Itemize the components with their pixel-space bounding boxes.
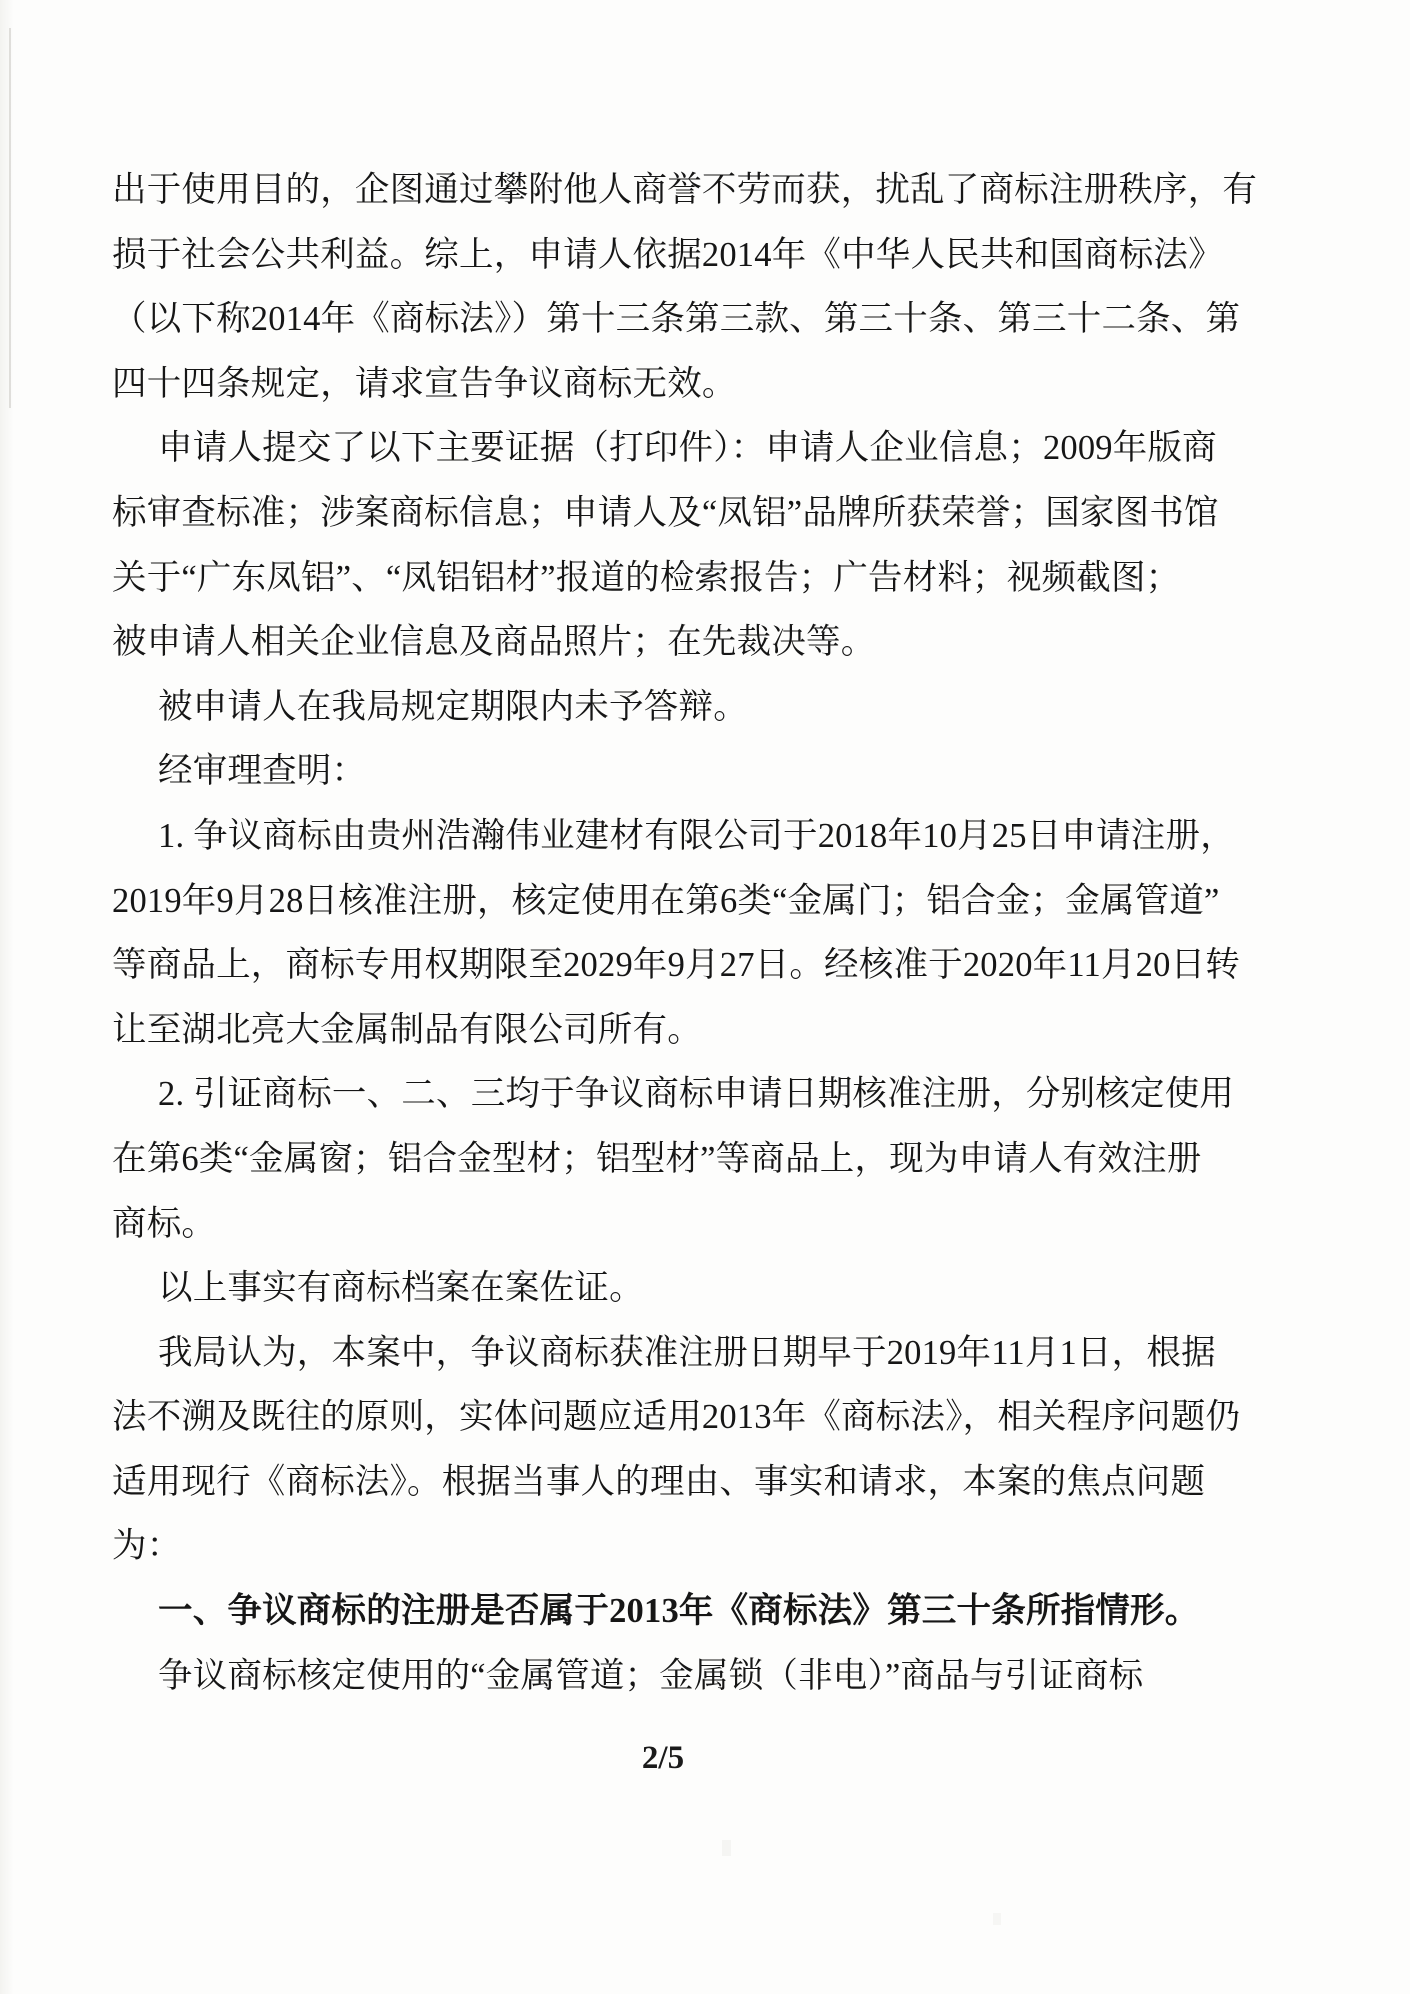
scan-smudge-artifact (993, 1913, 1001, 1925)
text-line: 让至湖北亮大金属制品有限公司所有。 (112, 1010, 702, 1049)
text-line: 经审理查明： (158, 752, 367, 791)
text-line: 一、争议商标的注册是否属于2013年《商标法》第三十条所指情形。 (158, 1592, 1200, 1631)
text-line: 被申请人在我局规定期限内未予答辩。 (158, 687, 748, 726)
text-line: 争议商标核定使用的“金属管道；金属锁（非电）”商品与引证商标 (158, 1656, 1144, 1695)
text-line: 申请人提交了以下主要证据（打印件）：申请人企业信息；2009年版商 (158, 429, 1217, 468)
text-line: 出于使用目的，企图通过攀附他人商誉不劳而获，扰乱了商标注册秩序，有 (112, 171, 1258, 209)
text-line: 适用现行《商标法》。根据当事人的理由、事实和请求，本案的焦点问题 (112, 1462, 1206, 1501)
page-number: 2/5 (641, 1740, 685, 1776)
text-line: 等商品上，商标专用权期限至2029年9月27日。经核准于2020年11月20日转 (112, 946, 1240, 985)
text-line: 商标。 (112, 1204, 217, 1243)
text-line: 损于社会公共利益。综上，申请人依据2014年《中华人民共和国商标法》 (112, 235, 1223, 274)
text-line: （以下称2014年《商标法》）第十三条第三款、第三十条、第三十二条、第 (112, 300, 1241, 339)
text-line: 四十四条规定，请求宣告争议商标无效。 (112, 364, 737, 403)
text-line: 2019年9月28日核准注册，核定使用在第6类“金属门；铝合金；金属管道” (112, 881, 1220, 920)
text-line: 我局认为，本案中，争议商标获准注册日期早于2019年11月1日，根据 (158, 1333, 1216, 1372)
text-line: 为： (112, 1527, 182, 1566)
text-line: 关于“广东凤铝”、“凤铝铝材”报道的检索报告；广告材料；视频截图； (112, 558, 1181, 597)
text-line: 被申请人相关企业信息及商品照片；在先裁决等。 (112, 623, 876, 662)
scan-smudge-artifact (722, 1840, 731, 1856)
text-line: 以上事实有商标档案在案佐证。 (158, 1269, 644, 1308)
text-line: 法不溯及既往的原则，实体问题应适用2013年《商标法》，相关程序问题仍 (112, 1398, 1241, 1437)
scan-edge-line-artifact (9, 28, 11, 408)
text-line: 在第6类“金属窗；铝合金型材；铝型材”等商品上，现为申请人有效注册 (112, 1139, 1202, 1178)
scan-edge-artifact (0, 0, 14, 1994)
text-line: 2. 引证商标一、二、三均于争议商标申请日期核准注册，分别核定使用 (158, 1075, 1235, 1114)
text-line: 1. 争议商标由贵州浩瀚伟业建材有限公司于2018年10月25日申请注册， (158, 816, 1235, 855)
document-body (112, 158, 1258, 1708)
text-line: 标审查标准；涉案商标信息；申请人及“凤铝”品牌所获荣誉；国家图书馆 (112, 493, 1219, 532)
